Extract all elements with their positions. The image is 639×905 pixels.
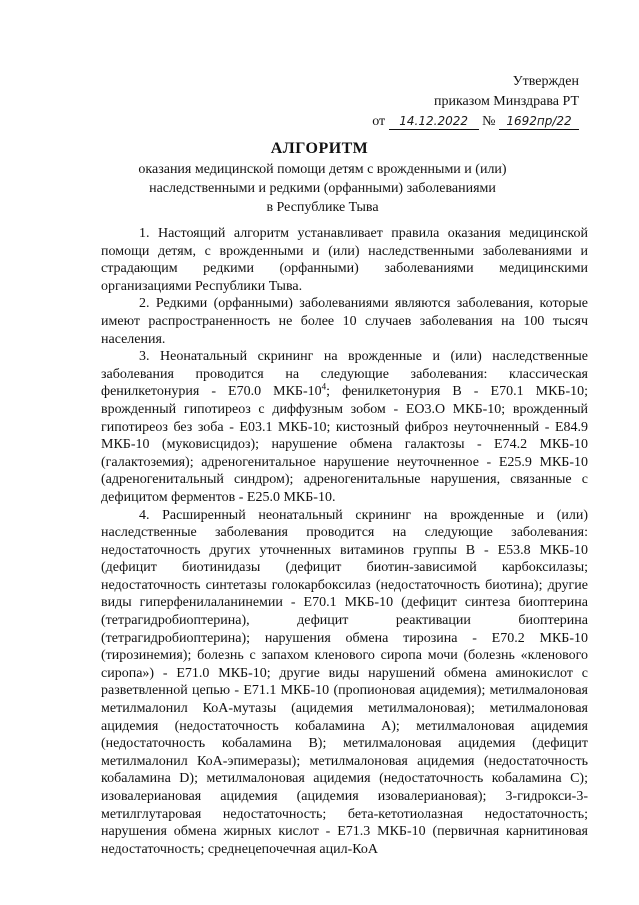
handwritten-order-number: 1692пр/22 <box>499 113 579 130</box>
approval-line-approved: Утвержден <box>512 74 579 89</box>
handwritten-date: 14.12.2022 <box>389 113 479 130</box>
paragraph-3-part-b: ; фенилкетонурия В - E70.1 МКБ-10; врожденный гипотиреоз с диффузным зобом - ЕО3.О МКБ-10; врожденный гипотиреоз без зоба - E03.1 МКБ-10; кистозный фиброз неуточненный - E84.9 МКБ-10 (муковисцидоз); нарушение обмена галактозы - E74.2 МКБ-10 (галактоземия); адреногенитальное нарушение неуточненное - E25.9 МКБ-10 (адреногенитальный синдром); адреногенитальные нарушения, связанные с дефицитом ферментов - E25.0 МКБ-10. <box>101 384 588 505</box>
paragraph-2: 2. Редкими (орфанными) заболеваниями являются заболевания, которые имеют распространенность не более 10 случаев заболевания на 100 тысяч населения. <box>101 296 588 347</box>
approval-line-order: приказом Минздрава РТ <box>433 94 579 109</box>
number-sign: № <box>482 114 496 129</box>
document-subtitle <box>60 160 585 217</box>
paragraph-3 <box>101 348 588 506</box>
subtitle-line-3: в Республике Тыва <box>266 200 379 215</box>
footnote-marker: 4 <box>321 381 327 392</box>
approval-stamp <box>372 72 579 132</box>
from-prefix: от <box>372 114 386 129</box>
subtitle-line-1: оказания медицинской помощи детям с врожденными и (или) <box>138 162 507 177</box>
paragraph-4: 4. Расширенный неонатальный скрининг на врожденные и (или) наследственные заболевания проводится на следующие заболевания: недостаточность других уточненных витаминов группы В - E53.8 МКБ-10 (дефицит биотинидазы (дефицит биотин-зависимой карбоксилазы; недостаточность синтетазы голокарбоксилаз (недостаточность биотина); другие виды гиперфенилаланинемии - E70.1 МКБ-10 (дефицит синтеза биоптерина (тетрагидробиоптерина), дефицит реактивации биоптерина (тетрагидробиоптерина); нарушения обмена тирозина - E70.2 МКБ-10 (тирозинемия); болезнь с запахом кленового сиропа мочи (болезнь «кленового сиропа») - E71.0 МКБ-10; другие виды нарушений обмена аминокислот с разветвленной цепью - E71.1 МКБ-10 (пропионовая ацидемия); метилмалоновая метилмалонил КоА-мутазы (ацидемия метилмалоновая); метилмалоновая ацидемия (недостаточность кобаламина А); метилмалоновая ацидемия (недостаточность кобаламина В); метилмалоновая ацидемия (дефицит метилмалонил КоА-эпимеразы); метилмалоновая ацидемия (недостаточность кобаламина D); метилмалоновая ацидемия (недостаточность кобаламина С); изовалериановая ацидемия (ацидемия изовалериановая); 3-гидрокси-3-метилглутаровая недостаточность; бета-кетотиолазная недостаточность; нарушения обмена жирных кислот - E71.3 МКБ-10 (первичная карнитиновая недостаточность; среднецепочечная ацил-КоА <box>101 507 588 857</box>
paragraph-1: 1. Настоящий алгоритм устанавливает правила оказания медицинской помощи детям, с врожденными и (или) наследственными заболеваниями и страдающим редкими (орфанными) заболеваниями медицинскими организациями Республики Тыва. <box>101 226 588 294</box>
document-body <box>101 225 588 858</box>
document-title: АЛГОРИТМ <box>270 140 369 157</box>
subtitle-line-2: наследственными и редкими (орфанными) заболеваниями <box>149 181 496 196</box>
approval-line-date-number <box>372 112 579 132</box>
paragraph-3-part-a: 3. Неонатальный скрининг на врожденные и (или) наследственные заболевания проводится на следующие заболевания: классическая фенилкетонурия - E70.0 МКБ-10 <box>101 349 588 400</box>
